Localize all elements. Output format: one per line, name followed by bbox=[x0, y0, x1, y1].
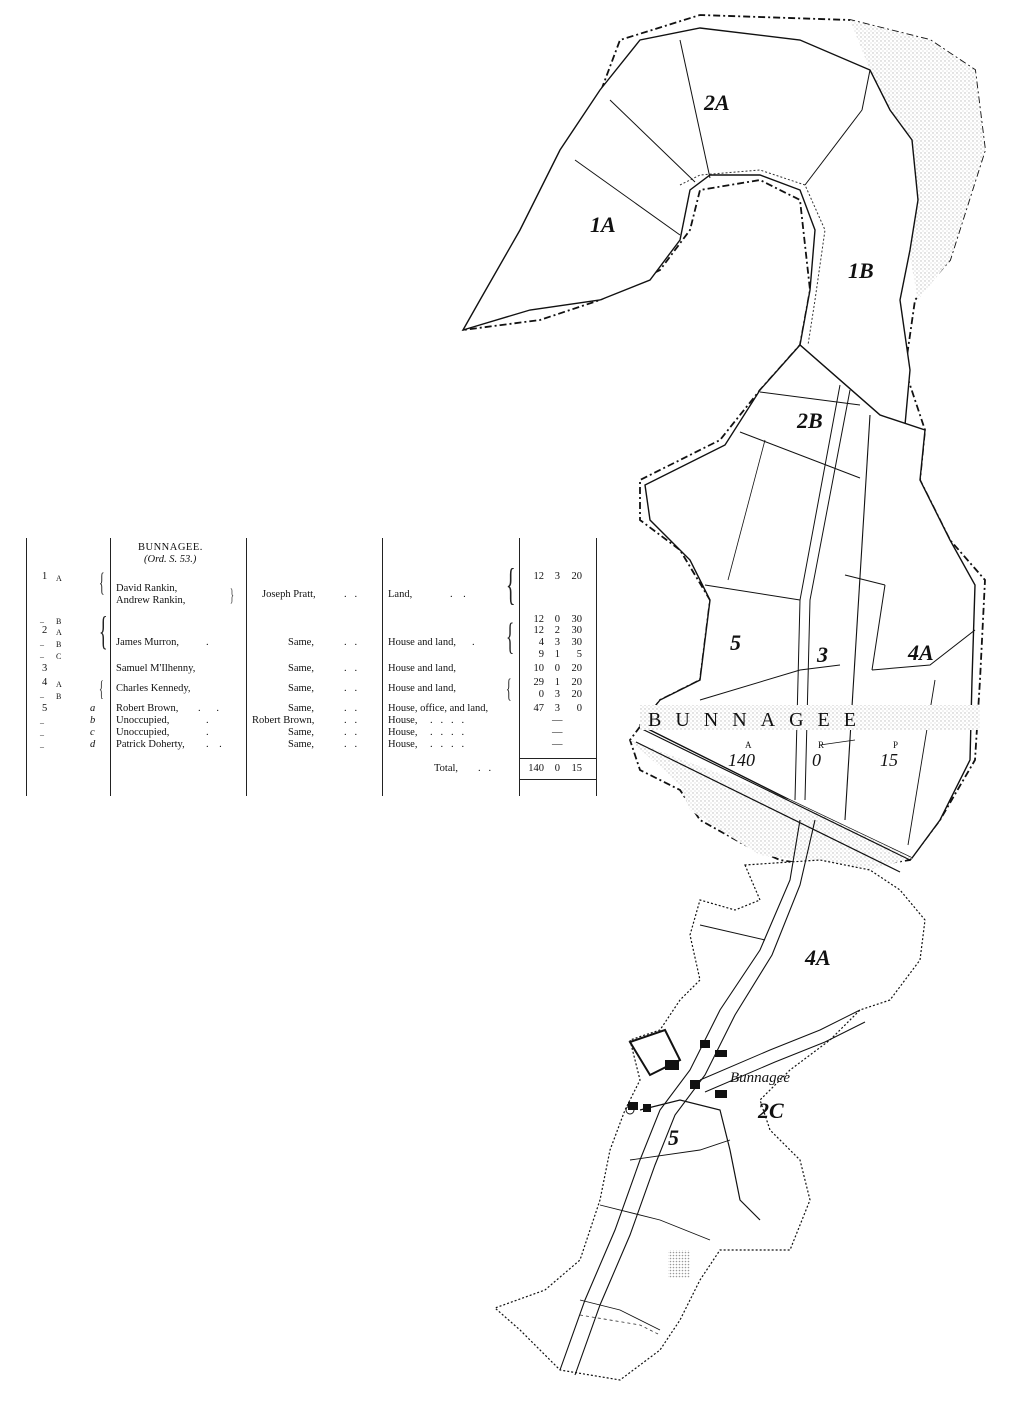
description: Land, bbox=[388, 589, 413, 600]
area-roods: 3 bbox=[554, 703, 560, 714]
area-acres: — bbox=[552, 715, 563, 726]
building bbox=[665, 1060, 679, 1070]
description: House, office, and land, bbox=[388, 703, 489, 714]
area-roods: 3 bbox=[554, 571, 560, 582]
ref-number: – bbox=[40, 730, 44, 739]
area-acres: — bbox=[552, 727, 563, 738]
area-roods: 0 bbox=[554, 614, 560, 625]
ref-number: 2 bbox=[42, 625, 48, 636]
occupier-name: Robert Brown, bbox=[116, 703, 179, 714]
leader-dots: . . bbox=[450, 589, 466, 600]
lessor-name: Same, bbox=[288, 637, 314, 648]
area-perches: 20 bbox=[571, 689, 582, 700]
description: House and land, bbox=[388, 637, 456, 648]
area-value-perches: 15 bbox=[880, 750, 898, 770]
area-acres: 12 bbox=[533, 614, 544, 625]
area-acres: 10 bbox=[533, 663, 544, 674]
total-acres: 140 bbox=[528, 763, 544, 774]
total-perches: 15 bbox=[571, 763, 582, 774]
brace: { bbox=[99, 608, 108, 653]
ref-number: 4 bbox=[42, 677, 48, 688]
ref-number: 3 bbox=[42, 663, 48, 674]
plot-label-2C: 2C bbox=[758, 1098, 784, 1123]
ref-number: – bbox=[40, 742, 44, 751]
ref-sub: A bbox=[56, 574, 62, 583]
leader-dots: . . bbox=[344, 703, 358, 714]
ref-sub: A bbox=[56, 628, 62, 637]
area-acres: 47 bbox=[533, 703, 544, 714]
ref-number: – bbox=[40, 718, 44, 727]
ref-number: – bbox=[40, 617, 44, 626]
leader-dots: . . bbox=[344, 739, 358, 750]
column-rule bbox=[246, 538, 247, 796]
occupier-name: Unoccupied, bbox=[116, 715, 170, 726]
area-acres: 12 bbox=[533, 571, 544, 582]
leader-dots: . . . . bbox=[430, 739, 465, 750]
column-rule bbox=[110, 538, 111, 796]
building bbox=[715, 1090, 727, 1098]
ref-number: – bbox=[40, 692, 44, 701]
townland-heading: BUNNAGEE. bbox=[138, 542, 203, 553]
area-roods: 3 bbox=[554, 689, 560, 700]
brace: } bbox=[230, 585, 234, 605]
leader-dots: . . bbox=[344, 727, 358, 738]
area-unit-p: P bbox=[893, 740, 899, 750]
townland-name: BUNNAGEE bbox=[648, 709, 870, 731]
area-perches: 20 bbox=[571, 663, 582, 674]
leader-dots: . bbox=[206, 637, 209, 648]
area-value-roods: 0 bbox=[812, 750, 821, 770]
lessor-name: Same, bbox=[288, 703, 314, 714]
description: House, bbox=[388, 739, 418, 750]
leader-dots: . . bbox=[344, 589, 358, 600]
ref-letter: d bbox=[90, 739, 96, 750]
area-unit-a: A bbox=[745, 740, 752, 750]
description: House and land, bbox=[388, 663, 456, 674]
occupier-name: Samuel M'Ilhenny, bbox=[116, 663, 196, 674]
lessor-name: Same, bbox=[288, 663, 314, 674]
column-rule bbox=[382, 538, 383, 796]
column-rule bbox=[26, 538, 27, 796]
plot-label-5: 5 bbox=[730, 630, 741, 655]
brace: { bbox=[99, 568, 105, 597]
occupier-name: Patrick Doherty, bbox=[116, 739, 185, 750]
ref-sub: C bbox=[56, 652, 62, 661]
area-perches: 30 bbox=[571, 625, 582, 636]
building bbox=[643, 1104, 651, 1112]
area-perches: 20 bbox=[571, 677, 582, 688]
occupier-name: David Rankin, bbox=[116, 583, 178, 594]
area-roods: 0 bbox=[554, 663, 560, 674]
plot-label-1A: 1A bbox=[590, 212, 616, 237]
map-drawing bbox=[455, 0, 1011, 1417]
brace: { bbox=[506, 674, 512, 703]
plot-label-3: 3 bbox=[817, 642, 828, 667]
plot-label-4A-south: 4A bbox=[805, 945, 831, 970]
area-acres: — bbox=[552, 739, 563, 750]
ref-sub: B bbox=[56, 617, 62, 626]
brace: { bbox=[506, 616, 515, 658]
total-roods: 0 bbox=[554, 763, 560, 774]
leader-dots: . . bbox=[206, 739, 222, 750]
area-acres: 9 bbox=[538, 649, 544, 660]
leader-dots: . . bbox=[344, 637, 358, 648]
occupier-name: Charles Kennedy, bbox=[116, 683, 191, 694]
area-unit-r: R bbox=[818, 740, 825, 750]
total-label: Total, bbox=[434, 763, 459, 774]
leader-dots: . bbox=[206, 727, 209, 738]
area-acres: 4 bbox=[538, 637, 544, 648]
village-label: Bunnagee bbox=[730, 1070, 790, 1086]
area-acres: 29 bbox=[533, 677, 544, 688]
ref-sub: B bbox=[56, 640, 62, 649]
area-perches: 30 bbox=[571, 637, 582, 648]
building bbox=[700, 1040, 710, 1048]
occupier-name: Unoccupied, bbox=[116, 727, 170, 738]
plot-label-2A: 2A bbox=[704, 90, 730, 115]
lessor-name: Robert Brown, bbox=[252, 715, 315, 726]
ref-letter: b bbox=[90, 715, 96, 726]
area-roods: 1 bbox=[554, 677, 560, 688]
ref-number: – bbox=[40, 652, 44, 661]
plot-label-2B: 2B bbox=[797, 408, 823, 433]
lessor-name: Same, bbox=[288, 727, 314, 738]
ref-letter: c bbox=[90, 727, 95, 738]
plot-label-1B: 1B bbox=[848, 258, 874, 283]
building bbox=[715, 1050, 727, 1057]
area-perches: 30 bbox=[571, 614, 582, 625]
occupier-name: James Murron, bbox=[116, 637, 179, 648]
area-value-acres: 140 bbox=[728, 750, 755, 770]
description: House, bbox=[388, 715, 418, 726]
shaded-field bbox=[668, 1250, 690, 1278]
area-perches: 20 bbox=[571, 571, 582, 582]
brace: { bbox=[99, 676, 104, 701]
lessor-name: Same, bbox=[288, 739, 314, 750]
ref-sub: A bbox=[56, 680, 62, 689]
description: House and land, bbox=[388, 683, 456, 694]
ref-letter: a bbox=[90, 703, 96, 714]
area-perches: 0 bbox=[576, 703, 582, 714]
area-acres: 0 bbox=[538, 689, 544, 700]
leader-dots: . . bbox=[478, 763, 492, 774]
ref-sub: B bbox=[56, 692, 62, 701]
lessor-name: Joseph Pratt, bbox=[262, 589, 316, 600]
area-roods: 3 bbox=[554, 637, 560, 648]
area-roods: 2 bbox=[554, 625, 560, 636]
description: House, bbox=[388, 727, 418, 738]
plot-label-5-south: 5 bbox=[668, 1125, 679, 1150]
area-acres: 12 bbox=[533, 625, 544, 636]
leader-dots: . . bbox=[344, 663, 358, 674]
ref-number: 1 bbox=[42, 571, 48, 582]
leader-dots: . . . . bbox=[430, 727, 465, 738]
field-boundary bbox=[495, 860, 925, 1380]
ord-sheet-ref: (Ord. S. 53.) bbox=[144, 554, 197, 565]
leader-dots: . . . . bbox=[430, 715, 465, 726]
leader-dots: . bbox=[472, 637, 475, 648]
area-roods: 1 bbox=[554, 649, 560, 660]
building bbox=[690, 1080, 700, 1089]
leader-dots: . . bbox=[344, 683, 358, 694]
ref-number: 5 bbox=[42, 703, 48, 714]
leader-dots: . bbox=[206, 715, 209, 726]
brace: { bbox=[506, 560, 516, 609]
leader-dots: . . bbox=[344, 715, 358, 726]
leader-dots: . . bbox=[198, 703, 219, 714]
area-perches: 5 bbox=[576, 649, 582, 660]
occupier-name: Andrew Rankin, bbox=[116, 595, 186, 606]
plot-label-4A: 4A bbox=[908, 640, 934, 665]
lessor-name: Same, bbox=[288, 683, 314, 694]
ref-number: – bbox=[40, 640, 44, 649]
townland-map bbox=[455, 0, 1011, 1417]
